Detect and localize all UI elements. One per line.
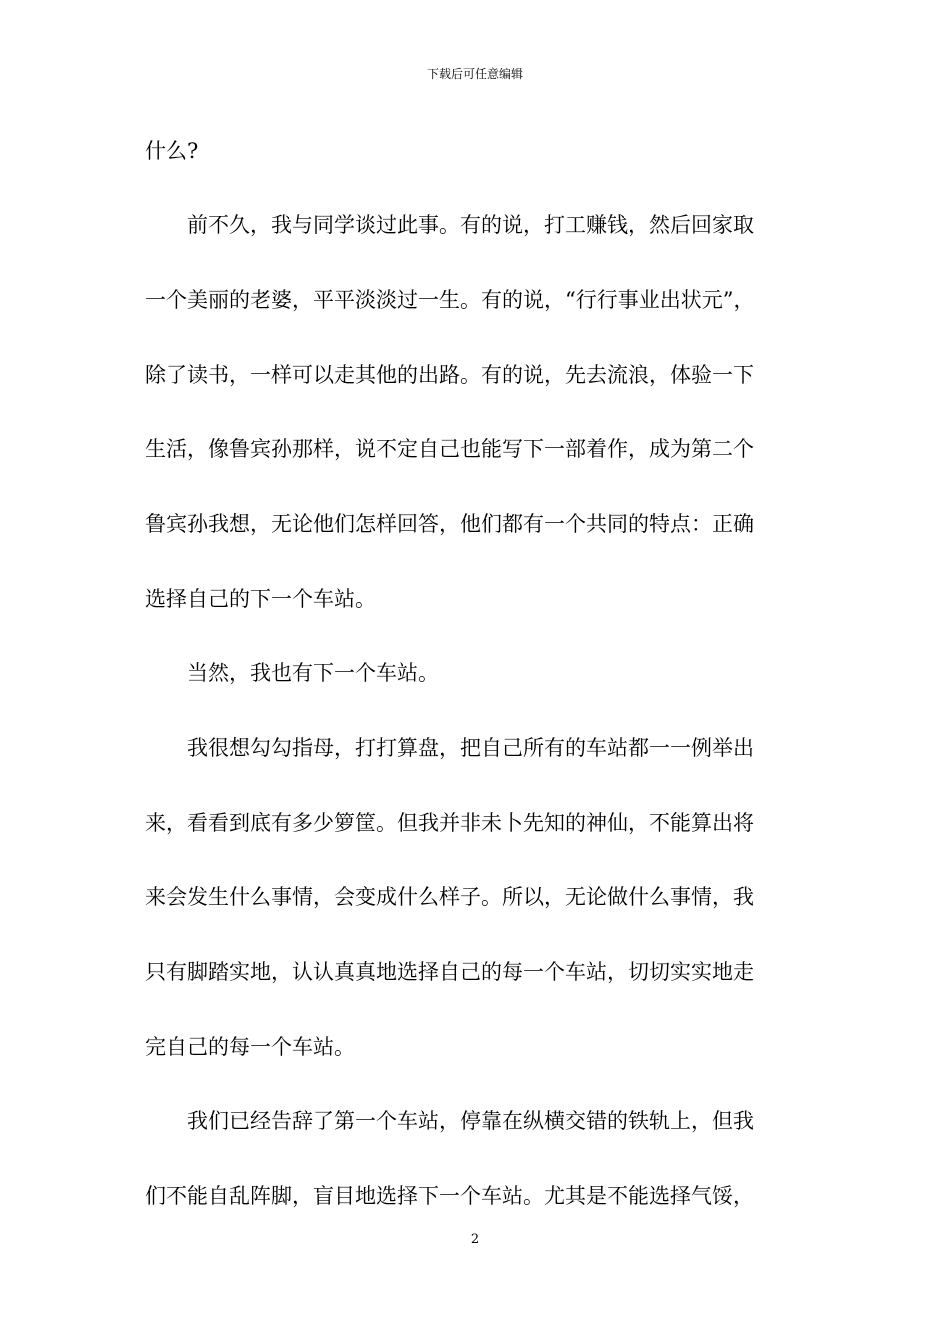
text-line: 鲁宾孙我想，无论他们怎样回答，他们都有一个共同的特点：正确 (145, 512, 754, 536)
text-line: 前不久，我与同学谈过此事。有的说，打工赚钱，然后回家取 (145, 213, 754, 237)
text-line: 完自己的每一个车站。 (145, 1035, 355, 1059)
text-line: 一个美丽的老婆，平平淡淡过一生。有的说，“行行事业出状元”， (145, 288, 755, 312)
text-line: 当然，我也有下一个车站。 (145, 661, 439, 685)
text-line: 我们已经告辞了第一个车站，停靠在纵横交错的铁轨上，但我 (145, 1109, 754, 1133)
page-header: 下载后可任意编辑 (426, 67, 523, 81)
text-line: 只有脚踏实地，认认真真地选择自己的每一个车站，切切实实地走 (145, 960, 754, 984)
text-line: 选择自己的下一个车站。 (145, 587, 376, 611)
text-line: 除了读书，一样可以走其他的出路。有的说，先去流浪，体验一下 (145, 363, 754, 387)
text-line: 来，看看到底有多少箩筐。但我并非未卜先知的神仙，不能算出将 (145, 811, 754, 835)
text-line: 来会发生什么事情，会变成什么样子。所以，无论做什么事情，我 (145, 885, 754, 909)
text-line: 什么? (145, 139, 199, 163)
text-line: 们不能自乱阵脚，盲目地选择下一个车站。尤其是不能选择气馁， (145, 1184, 754, 1208)
text-line: 我很想勾勾指母，打打算盘，把自己所有的车站都一一例举出 (145, 736, 754, 760)
text-line: 生活，像鲁宾孙那样，说不定自己也能写下一部着作，成为第二个 (145, 437, 754, 461)
page-number: 2 (470, 1232, 480, 1247)
